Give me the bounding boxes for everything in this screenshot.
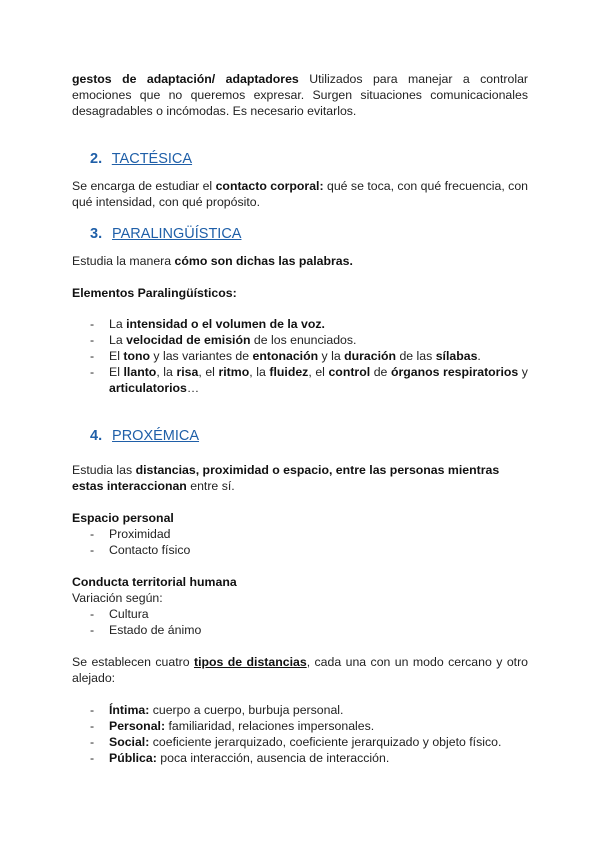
paralinguistica-paragraph: [72, 253, 528, 269]
territorial-heading: [72, 574, 528, 590]
text-run: coeficiente jerarquizado, coeficiente jerarquizado y objeto físico.: [149, 735, 502, 749]
list-item-text: Contacto físico: [109, 543, 191, 557]
text-run: …: [186, 381, 200, 395]
section-number: 3.: [90, 226, 103, 242]
bold-run: control: [328, 365, 371, 379]
section-title: PARALINGÜÍSTICA: [112, 226, 242, 242]
bold-run: ritmo: [218, 365, 250, 379]
list-item-text: Proximidad: [109, 527, 171, 541]
bold-run: fluidez: [269, 365, 309, 379]
list-item-text: [109, 734, 528, 750]
list-dash: -: [90, 719, 95, 733]
text-run: La: [109, 317, 127, 331]
intro-paragraph: [72, 71, 528, 119]
tactesica-paragraph: [72, 178, 528, 210]
bold-underlined-run: tipos de distancias: [193, 655, 307, 669]
subheading: Conducta territorial humana: [72, 575, 237, 589]
text-run: , el: [308, 365, 329, 379]
section-number: 4.: [90, 428, 103, 444]
text-run: Se encarga de estudiar el: [72, 179, 216, 193]
bold-run: entonación: [252, 349, 319, 363]
list-item-text: [109, 750, 528, 766]
list-dash: -: [90, 751, 95, 765]
bold-run: Personal:: [109, 719, 166, 733]
list-dash: -: [90, 365, 95, 379]
list-item-text: [109, 332, 528, 348]
list-item-text: [109, 364, 528, 396]
list-dash: -: [90, 703, 95, 717]
section-number: 2.: [90, 151, 103, 167]
bold-run: velocidad de emisión: [126, 333, 251, 347]
list-dash: -: [90, 543, 95, 557]
bold-run: órganos respiratorios: [390, 365, 519, 379]
text-run: Estudia las: [72, 463, 136, 477]
list-item-text: [109, 702, 528, 718]
bold-run: contacto corporal:: [215, 179, 324, 193]
list-dash: -: [90, 349, 95, 363]
subheading: Espacio personal: [72, 511, 174, 525]
list-dash: -: [90, 735, 95, 749]
bold-run: distancias, proximidad o espacio, entre las personas mientras estas interaccionan: [72, 463, 500, 493]
bold-run: Íntima:: [109, 703, 150, 717]
distances-paragraph: [72, 654, 528, 686]
list-dash: -: [90, 623, 95, 637]
text-run: entre sí.: [186, 479, 235, 493]
text-run: de los enunciados.: [250, 333, 357, 347]
personal-space-heading: [72, 510, 528, 526]
bold-run: articulatorios: [109, 381, 187, 395]
intro-text: Utilizados para manejar a controlar emociones que no queremos expresar. Surgen situaciones comunicacionales desagradables o incómodas. Es necesario evitarlos.: [72, 72, 529, 118]
bold-run: llanto: [123, 365, 157, 379]
text-run: .: [477, 349, 481, 363]
text-run: , el: [198, 365, 219, 379]
list-item-text: [109, 718, 528, 734]
list-item-text: [109, 316, 528, 332]
text-run: , cada una con un modo cercano y otro alejado:: [72, 655, 529, 685]
section-title: TACTÉSICA: [111, 151, 193, 167]
subheading: Elementos Paralingüísticos:: [72, 286, 237, 300]
list-dash: -: [90, 317, 95, 331]
text-run: , la: [156, 365, 177, 379]
text-run: Se establecen cuatro: [72, 655, 194, 669]
bold-run: sílabas: [435, 349, 478, 363]
proxemica-paragraph: [72, 462, 528, 494]
bold-run: risa: [176, 365, 199, 379]
section-heading-proxemica: [90, 428, 199, 444]
text-run: de las: [396, 349, 436, 363]
bold-run: tono: [123, 349, 150, 363]
text-run: , la: [249, 365, 270, 379]
bold-run: Pública:: [109, 751, 157, 765]
section-title: PROXÉMICA: [112, 428, 200, 444]
list-dash: -: [90, 527, 95, 541]
intro-term: gestos de adaptación/ adaptadores: [72, 72, 299, 86]
bold-run: duración: [344, 349, 397, 363]
text-run: familiaridad, relaciones impersonales.: [165, 719, 375, 733]
list-dash: -: [90, 333, 95, 347]
text-run: de: [370, 365, 391, 379]
list-item-text: [109, 348, 528, 364]
bold-run: cómo son dichas las palabras.: [174, 254, 353, 268]
list-item-text: Estado de ánimo: [109, 623, 202, 637]
paralinguistic-elements-heading: [72, 285, 528, 301]
bold-run: intensidad o el volumen de la voz.: [126, 317, 325, 331]
text-run: cuerpo a cuerpo, burbuja personal.: [149, 703, 344, 717]
text-run: y: [518, 365, 528, 379]
text-run: qué se toca, con qué frecuencia, con qué intensidad, con qué propósito.: [72, 179, 529, 209]
text-run: El: [109, 349, 124, 363]
section-heading-paralinguistica: [90, 226, 241, 242]
text-run: El: [109, 365, 124, 379]
text-run: poca interacción, ausencia de interacción.: [156, 751, 390, 765]
text-run: La: [109, 333, 127, 347]
text-run: Estudia la manera: [72, 254, 175, 268]
text-run: y la: [318, 349, 345, 363]
list-dash: -: [90, 607, 95, 621]
section-heading-tactesica: [90, 151, 192, 167]
bold-run: Social:: [109, 735, 150, 749]
text-run: y las variantes de: [150, 349, 253, 363]
variation-label: Variación según:: [72, 591, 163, 605]
list-item-text: Cultura: [109, 607, 149, 621]
